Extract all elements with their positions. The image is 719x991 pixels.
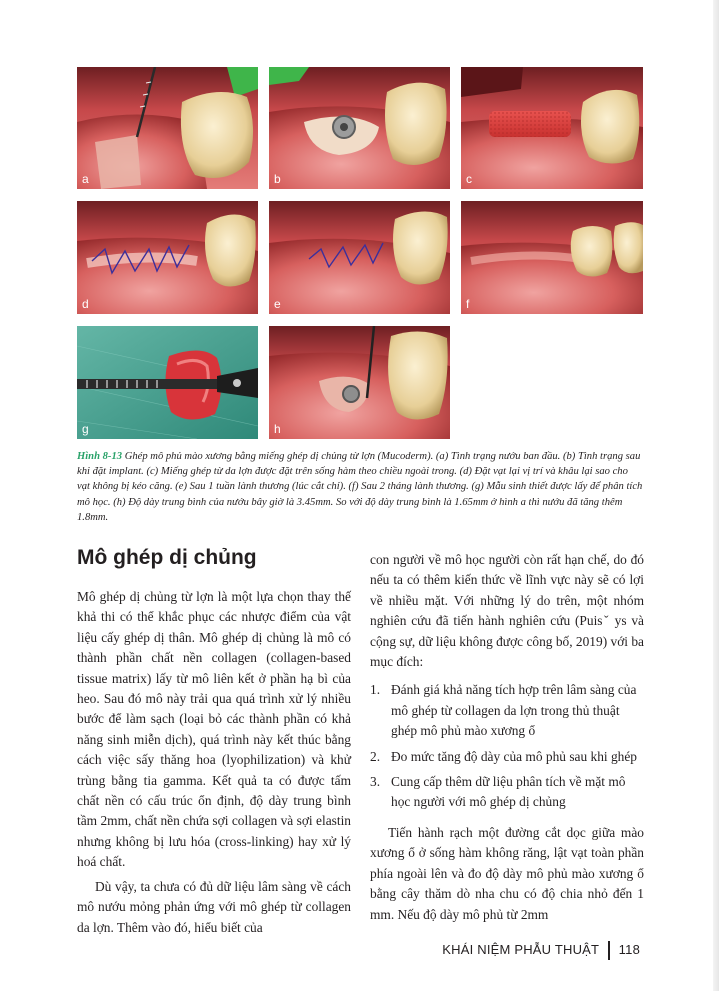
figure-caption-text: Ghép mô phủ mào xương bằng miếng ghép dị chủng từ lợn (Mucoderm). (a) Tình trạng nướu ban đầu. (b) Tình trạng sau khi đặt implant. (c) Miếng ghép từ da lợn được đặt trên sống hàm theo chiều ngoài trong. (d) Đặt vạt lại vị trí và khâu lại sao cho vạt không bị kéo căng. (e) Sau 1 tuần lành thương (lúc cắt chỉ). (f) Sau 2 tháng lành thương. (g) Mẫu sinh thiết được lấy để phân tích mô học. (h) Độ dày trung bình của nướu bây giờ là 3.45mm. So với độ dày trung bình là 1.65mm ở hình a thì nướu đã tăng thêm 1.8mm. xyxy=(77,451,643,523)
figure-photo-h xyxy=(269,326,450,439)
right-paragraph-2: Tiến hành rạch một đường cắt dọc giữa mào xương ổ ở sống hàm không răng, lật vạt toàn phần phía ngoài lên và đo độ dày mô phủ mào xương ổ bằng cây thăm dò nha chu có độ chia nhỏ đến 1 mm. Nếu độ dày mô phủ từ 2mm xyxy=(370,824,644,922)
page-edge xyxy=(713,0,719,991)
figure-photo-g xyxy=(77,326,258,439)
left-paragraph-1: Mô ghép dị chủng từ lợn là một lựa chọn thay thế khả thi có thể khắc phục các nhược điểm của vật liệu cấy ghép dị thân. Mô ghép dị chủng là mô có thành phần chất nền collagen (collagen-based tissue matrix) lấy từ mô liên kết ở phần hạ bì của heo. Sau đó mô này trải qua quá trình xử lý nhiều bước để làm sạch (loại bỏ các thành phần có khả năng sinh miễn dịch), quá trình này kết thúc bằng cách việc sấy thăng hoa (lyophilization) và khử trùng bằng tia gamma. Kết quả ta có được tấm chất nền có cấu trúc ổn định, độ dày trung bình tầm 2mm, chất nền chứa sợi collagen và sợi elastin nhưng không bị lưu hóa (cross-linking) hay xử lý hoá chất. xyxy=(77,589,351,870)
right-column xyxy=(370,550,644,925)
list-item-number: 1. xyxy=(370,682,381,698)
photo-label-h: h xyxy=(274,422,281,436)
list-item-number: 3. xyxy=(370,774,381,790)
right-paragraph-1: con người về mô học người còn rất hạn chế, do đó nếu ta có thêm kiến thức về lĩnh vực này sẽ có lợi về nhiều mặt. Với những lý do trên, một nhóm nghiên cứu đã tiến hành nghiên cứu (Puisˇ ys và cộng sự, dữ liệu không được công bố, 2019) với ba mục đích: xyxy=(370,552,644,670)
figure-photo-b xyxy=(269,67,450,189)
figure-photo-a xyxy=(77,67,258,189)
figure-caption xyxy=(77,449,643,525)
figure-caption-label: Hình 8-13 xyxy=(77,451,123,462)
figure-photo-d xyxy=(77,201,258,314)
figure-photo-f xyxy=(461,201,643,314)
photo-label-g: g xyxy=(82,422,89,436)
list-item xyxy=(370,747,644,767)
chapter-title: KHÁI NIỆM PHẪU THUẬT xyxy=(442,941,600,957)
photo-label-d: d xyxy=(82,297,89,311)
photo-label-c: c xyxy=(466,172,472,186)
figure-photo-c xyxy=(461,67,643,189)
list-item-number: 2. xyxy=(370,748,381,764)
page-footer xyxy=(0,941,640,960)
list-item xyxy=(370,772,644,813)
footer-divider xyxy=(608,941,610,960)
aims-list xyxy=(370,680,644,812)
list-item-text: Đánh giá khả năng tích hợp trên lâm sàng của mô ghép từ collagen da lợn trong thủ thuật ghép mô phủ mào xương ổ xyxy=(391,682,637,739)
list-item-text: Cung cấp thêm dữ liệu phân tích về mặt mô học người với mô ghép dị chủng xyxy=(391,774,626,810)
left-paragraph-2: Dù vậy, ta chưa có đủ dữ liệu lâm sàng về cách mô nướu mỏng phản ứng với mô ghép từ collagen da lợn. Thêm vào đó, hiểu biết của xyxy=(77,878,351,935)
page-number: 118 xyxy=(618,941,640,957)
photo-label-e: e xyxy=(274,297,281,311)
left-column xyxy=(77,587,351,938)
list-item xyxy=(370,680,644,741)
photo-label-f: f xyxy=(466,297,470,311)
photo-label-a: a xyxy=(82,172,89,186)
list-item-text: Đo mức tăng độ dày của mô phủ sau khi ghép xyxy=(391,748,638,764)
section-title: Mô ghép dị chủng xyxy=(77,546,257,569)
photo-label-b: b xyxy=(274,172,281,186)
figure-photo-e xyxy=(269,201,450,314)
